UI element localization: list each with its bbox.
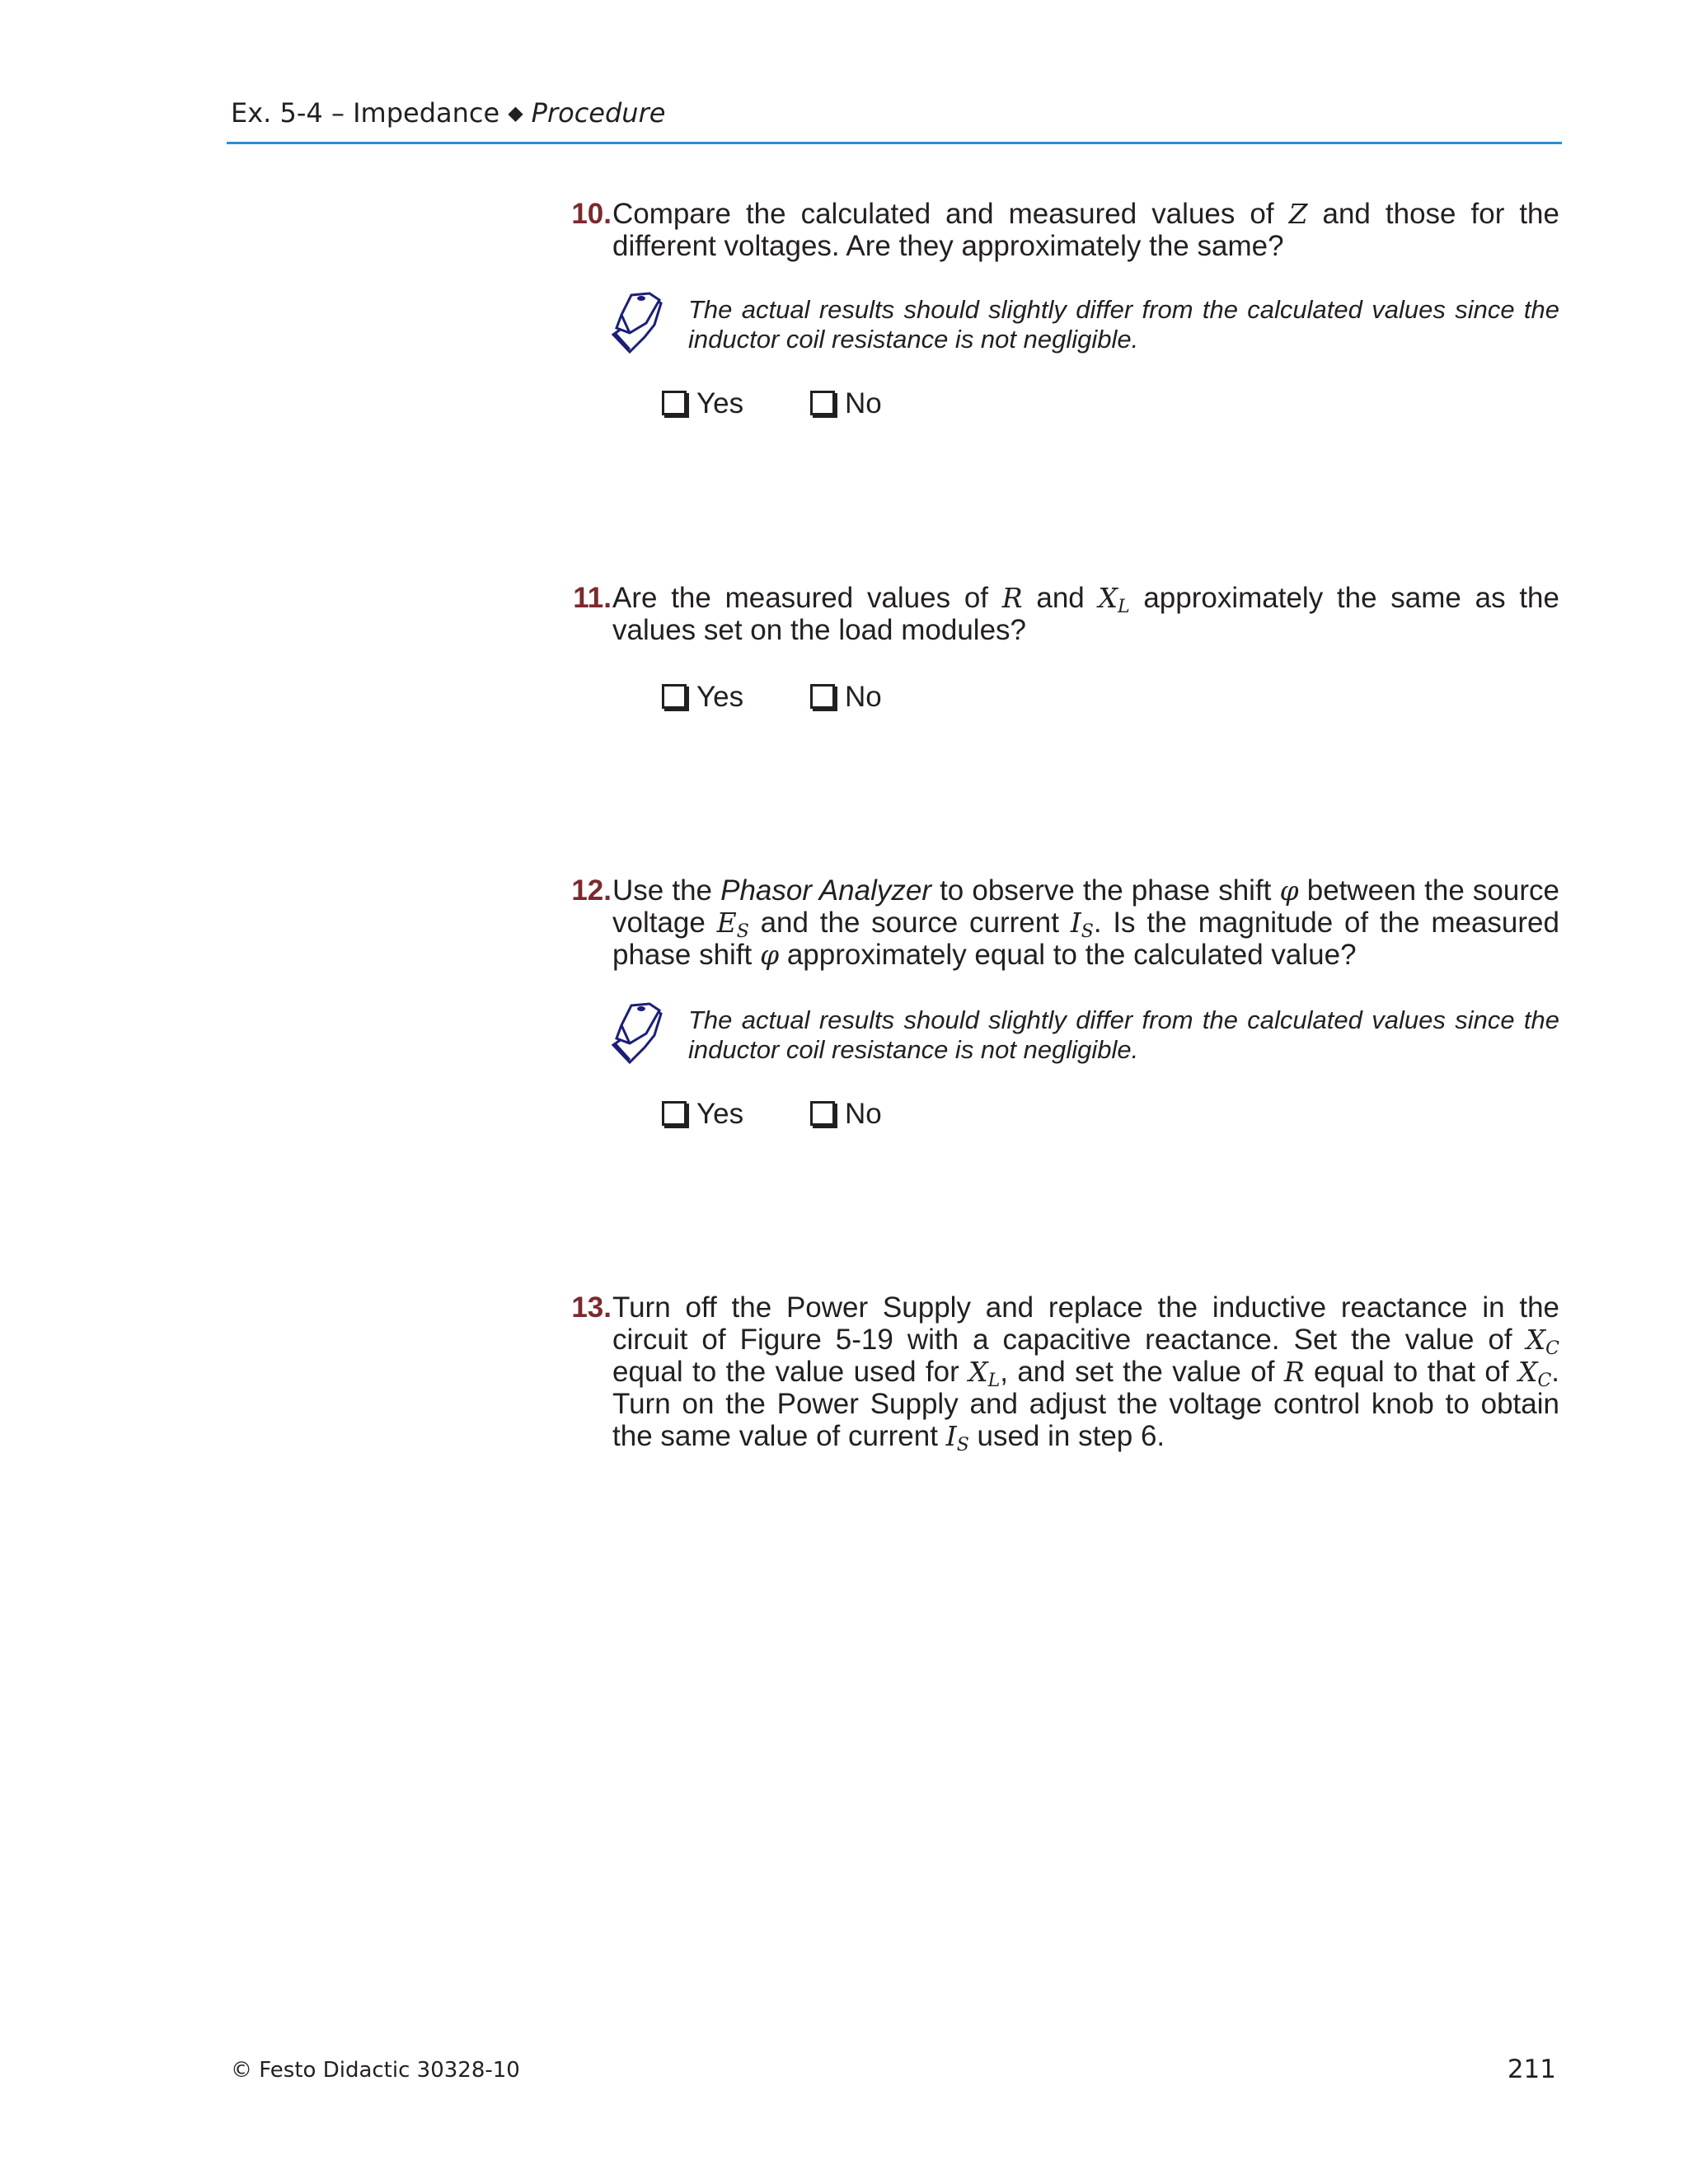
step-10 bbox=[562, 198, 1559, 262]
footer-copyright: © Festo Didactic 30328-10 bbox=[231, 2058, 520, 2083]
no-checkbox[interactable]: No bbox=[810, 681, 882, 714]
step-number: 12. bbox=[571, 874, 612, 907]
checkbox-icon[interactable] bbox=[810, 391, 835, 415]
step-text: Are the measured values of R and $X_L$ approximately the same as the values set on the load modules? bbox=[612, 582, 1559, 646]
no-checkbox[interactable]: No bbox=[810, 387, 882, 420]
page-number: 211 bbox=[1507, 2055, 1556, 2084]
header-text bbox=[231, 97, 665, 129]
step-text: Turn off the Power Supply and replace the inductive reactance in the circuit of Figure 5-19 with a capacitive reactance. Set the value of $X_C$ equal to the value used for $X_L$, and set the value of R equal to that of $X_C$. Turn on the Power Supply and adjust the voltage control knob to obtain the same value of current $I_S$ used in step 6. bbox=[612, 1291, 1560, 1455]
header-section: Ex. 5-4 – Impedance bbox=[231, 97, 500, 129]
step-13 bbox=[562, 1291, 1560, 1455]
step-number: 10. bbox=[571, 198, 612, 230]
running-header bbox=[227, 92, 1562, 144]
checkbox-icon[interactable] bbox=[662, 391, 687, 415]
header-part: Procedure bbox=[531, 97, 666, 129]
checkbox-icon[interactable] bbox=[810, 684, 835, 709]
yes-checkbox[interactable]: Yes bbox=[662, 387, 743, 420]
no-checkbox[interactable]: No bbox=[810, 1098, 882, 1131]
yes-checkbox[interactable]: Yes bbox=[662, 681, 743, 714]
header-separator: ◆ bbox=[508, 101, 523, 124]
yes-checkbox[interactable]: Yes bbox=[662, 1098, 743, 1131]
note-icon bbox=[610, 1002, 663, 1065]
checkbox-icon[interactable] bbox=[662, 684, 687, 709]
step-number: 11. bbox=[573, 582, 612, 614]
note-text: The actual results should slightly differ from the calculated values since the inductor coil resistance is not negligible. bbox=[688, 295, 1559, 354]
step-text: Compare the calculated and measured values of Z and those for the different voltages. Are they approximately the same? bbox=[612, 198, 1559, 262]
note-icon bbox=[610, 292, 663, 354]
step-number: 13. bbox=[571, 1291, 612, 1324]
note-12 bbox=[610, 1005, 1559, 1071]
checkbox-icon[interactable] bbox=[662, 1101, 687, 1126]
step-text: Use the Phasor Analyzer to observe the phase shift φ between the source voltage $E_S$ and the source current $I_S$. Is the magnitude of the measured phase shift φ approximately equal to the calculated value? bbox=[612, 874, 1559, 971]
step-12 bbox=[562, 874, 1559, 971]
note-text: The actual results should slightly differ from the calculated values since the inductor coil resistance is not negligible. bbox=[688, 1005, 1559, 1064]
note-10 bbox=[610, 295, 1559, 361]
step-11 bbox=[562, 582, 1559, 646]
checkbox-icon[interactable] bbox=[810, 1101, 835, 1126]
